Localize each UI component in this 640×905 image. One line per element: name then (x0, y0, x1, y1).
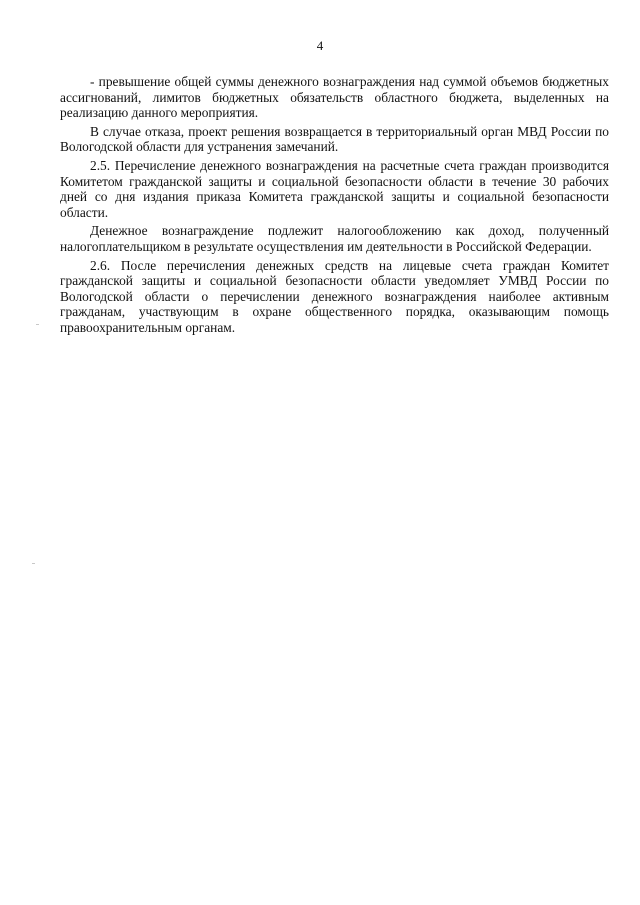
paragraph-2-5-transfer: 2.5. Перечисление денежного вознаграждения на расчетные счета граждан производится Комитетом гражданской защиты и социальной безопасности области в течение 30 рабочих дней со дня издания приказа Комитета гражданской защиты и социальной безопасности области. (60, 157, 609, 220)
paragraph-refusal-return: В случае отказа, проект решения возвращается в территориальный орган МВД России по Вологодской области для устранения замечаний. (60, 123, 609, 155)
page-number: 4 (316, 38, 324, 53)
paragraph-taxation: Денежное вознаграждение подлежит налогообложению как доход, полученный налогоплательщиком в результате осуществления им деятельности в Российской Федерации. (60, 223, 609, 254)
scan-speck (36, 324, 39, 325)
paragraph-2-6-notification: 2.6. После перечисления денежных средств на лицевые счета граждан Комитет гражданской защиты и социальной безопасности области уведомляет УМВД России по Вологодской области о перечислении денежного вознаграждения наиболее активным гражданам, участвующим в охране общественного порядка, оказывающим помощь правоохранительным органам. (60, 257, 609, 335)
paragraph-budget-excess: - превышение общей суммы денежного вознаграждения над суммой объемов бюджетных ассигнований, лимитов бюджетных обязательств областного бюджета, выделенных на реализацию данного мероприятия. (60, 74, 609, 121)
scan-speck (32, 563, 35, 564)
document-body (60, 74, 609, 339)
